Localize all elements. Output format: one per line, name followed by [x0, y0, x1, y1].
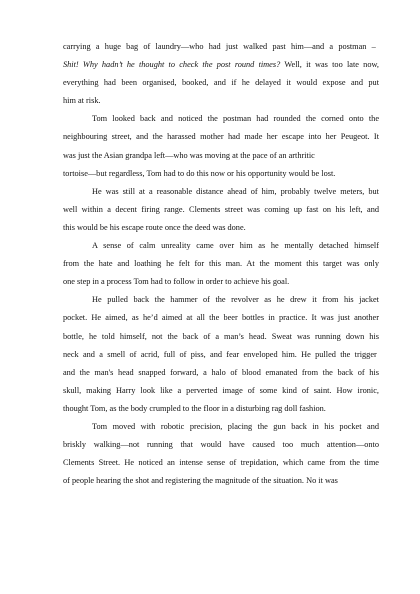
text-span: well within a decent firing range. Clements street was coming up fast on his left, and [63, 204, 379, 214]
paragraph [63, 237, 379, 291]
text-span: thought Tom, as the body crumpled to the floor in a disturbing rag doll fashion. [63, 403, 326, 413]
text-span: tortoise—but regardless, Tom had to do this now or his opportunity would be lost. [63, 168, 336, 178]
text-span: everything had been organised, booked, and if he delayed it would expose and put [63, 78, 379, 88]
paragraph [63, 291, 379, 418]
text-span: pocket. He aimed, as he’d aimed at all the beer bottles in practice. It was just another [63, 313, 379, 323]
text-line [63, 346, 379, 364]
text-line [63, 309, 379, 327]
document-page [63, 38, 379, 490]
text-line [63, 255, 379, 273]
italic-text: Shit! Why hadn’t he thought to check the post round times? [63, 60, 281, 70]
paragraph [63, 418, 379, 490]
text-span: him at risk. [63, 96, 101, 106]
text-line [63, 183, 379, 201]
text-span: skull, making Harry look like a perverted image of some kind of saint. How ironic, [63, 385, 379, 395]
text-line [63, 201, 379, 219]
text-line [63, 110, 379, 128]
text-span: neck and a smell of acrid, full of piss, and fear enveloped him. He pulled the trigger [63, 349, 377, 359]
text-line [63, 74, 379, 92]
text-line [63, 165, 379, 183]
text-line [63, 328, 379, 346]
text-line [63, 56, 379, 74]
text-line [63, 418, 379, 436]
text-span: was just the Asian grandpa left—who was moving at the pace of an arthritic [63, 150, 315, 160]
text-span: carrying a huge bag of laundry—who had just walked past him—and a postman – [63, 42, 376, 51]
paragraph [63, 110, 379, 182]
text-line [63, 400, 379, 418]
paragraph [63, 183, 379, 237]
text-line [63, 382, 379, 400]
text-span: Well, it was too late now, [280, 60, 380, 70]
text-span: briskly walking—not running that would have caused too much attention—onto [63, 440, 379, 450]
text-span: He pulled back the hammer of the revolver as he drew it from his jacket [92, 295, 379, 305]
text-line [63, 273, 379, 291]
text-span: neighbouring street, and the harassed mother had made her escape into her Peugeot. It [63, 132, 379, 142]
text-span: this would be his escape route once the deed was done. [63, 222, 246, 232]
text-line [63, 436, 379, 454]
text-line [63, 454, 379, 472]
text-span: A sense of calm unreality came over him as he mentally detached himself [92, 241, 379, 251]
text-line [63, 237, 379, 255]
text-span: Tom moved with robotic precision, placing the gun back in his pocket and [92, 421, 379, 431]
text-span: from the hate and loathing he felt for this man. At the moment this target was only [63, 259, 379, 269]
text-span: of people hearing the shot and registering the magnitude of the situation. No it was [63, 476, 338, 486]
text-span: and the man's head snapped forward, a halo of blood emanated from the back of his [63, 367, 379, 377]
text-line [63, 364, 379, 382]
text-line [63, 472, 379, 490]
text-line [63, 38, 379, 56]
text-line [63, 291, 379, 309]
text-line [63, 147, 379, 165]
text-line [63, 128, 379, 146]
text-line [63, 92, 379, 110]
paragraph [63, 38, 379, 110]
text-span: Clements Street. He noticed an intense sense of trepidation, which came from the time [63, 458, 379, 468]
text-span: Tom looked back and noticed the postman had rounded the corned onto the [92, 114, 379, 124]
text-span: one step in a process Tom had to follow in order to achieve his goal. [63, 277, 290, 287]
text-span: He was still at a reasonable distance ahead of him, probably twelve meters, but [92, 186, 379, 196]
text-span: bottle, he told himself, not the back of a man’s head. Sweat was running down his [63, 331, 379, 341]
text-line [63, 219, 379, 237]
